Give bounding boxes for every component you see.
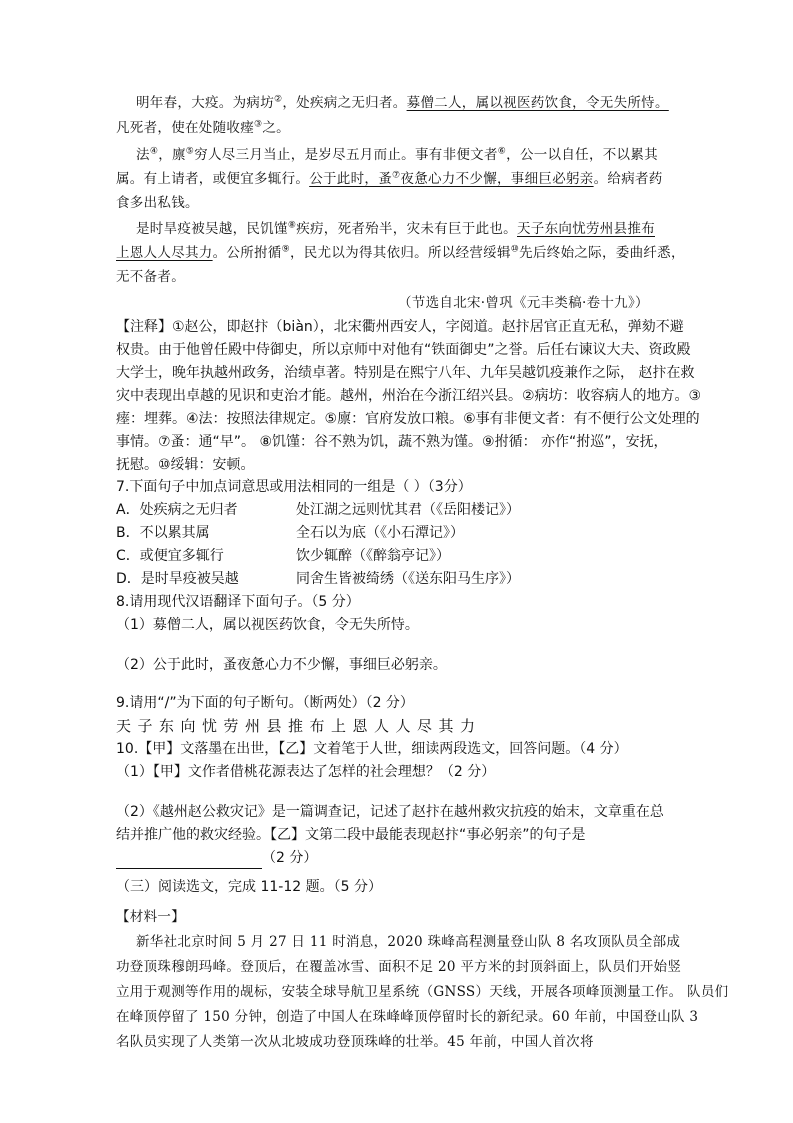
q9-stem: 9.请用“/”为下面的句子断句。（断两处）（2 分）	[116, 695, 414, 711]
text: ，公一以自任，不以累其	[506, 147, 658, 163]
q7-option-b[interactable]	[116, 522, 676, 544]
text: 穷人尽三月当止，是岁尽五月而止。事有非便文者	[194, 147, 498, 163]
footnote-mark: ⑩	[510, 244, 520, 255]
q10-stem: 10.【甲】文落墨在出世，【乙】文着笔于人世，细读两段选文，回答问题。（4 分）	[116, 741, 628, 757]
underlined-sentence: 募僧二人，属以视医药饮食，令无失所恃。	[406, 95, 669, 111]
text: 无不备者。	[116, 269, 185, 285]
score-note: （2 分）	[262, 850, 318, 866]
q7-stem: 7.下面句子中加点词意思或用法相同的一组是（ ）（3分）	[116, 479, 472, 495]
passage-p2-line1	[136, 144, 658, 166]
q9-sentence: 天子东向忧劳州县推布上恩人人尽其力	[116, 717, 482, 735]
q10-item-2-line3	[116, 847, 317, 869]
footnote-mark: ⑨	[281, 244, 290, 255]
notes-line: 【注释】①赵公，即赵抃（biàn），北宋衢州西安人，字阅道。赵抃居官正直无私，弹劾不避	[116, 319, 684, 335]
q10-item-2-line2: 结并推广他的救灾经验。【乙】文第二段中最能表现赵抃“事必躬亲”的句子是	[116, 827, 586, 843]
q8-item-1: （1）募僧二人，属以视医药饮食，令无失所恃。	[116, 617, 419, 633]
text: 是时旱疫被吴越，民饥馑	[136, 221, 288, 237]
q8-stem: 8.请用现代汉语翻译下面句子。（5 分）	[116, 594, 360, 610]
option-compare: 饮少辄醉（《醉翁亭记》）	[296, 548, 450, 564]
text: 凡死者，使在处随收瘗	[116, 120, 254, 136]
q7-option-a[interactable]	[116, 499, 676, 521]
passage-p1-line1	[136, 92, 669, 114]
q10-item-1: （1）【甲】文作者借桃花源表达了怎样的社会理想？（2 分）	[116, 764, 496, 780]
material-line: 新华社北京时间 5 月 27 日 11 时消息，2020 珠峰高程测量登山队 8 名攻顶队员全部成	[136, 934, 681, 950]
text: 疾疠，死者殆半，灾未有巨于此也。	[296, 221, 517, 237]
q7-option-c[interactable]	[116, 545, 676, 567]
text: ，处疾病之无归者。	[282, 95, 407, 111]
text: 。给病者药	[593, 171, 663, 187]
notes-line: 灾中表现出卓越的见识和吏治才能。越州，州治在今浙江绍兴县。②病坊：收容病人的地方。③	[116, 388, 702, 404]
q10-item-2-line1: （2）《越州赵公救灾记》是一篇调查记，记述了赵抃在越州救灾抗疫的始末，文章重在总	[116, 804, 664, 820]
footnote-mark: ④	[149, 146, 159, 157]
notes-line: 大学士，晚年执越州政务，治绩卓著。特别是在熙宁八年、九年吴越饥疫兼作之际， 赵抃在救	[116, 365, 695, 381]
text: ，廪	[158, 147, 186, 163]
passage-p3-line1	[136, 218, 655, 240]
text: ，民尤以为得其依归。所以经营绥辑	[289, 245, 511, 261]
underlined-sentence: 天子东向忧劳州县推布	[517, 221, 655, 237]
footnote-mark: ⑦	[392, 170, 401, 181]
footnote-mark: ⑥	[497, 146, 507, 157]
option-compare: 全石以为底（《小石潭记》）	[296, 525, 464, 541]
text: 之。	[262, 120, 290, 136]
notes-line: 事情。⑦蚤：通“早”。 ⑧饥馑：谷不熟为饥，蔬不熟为馑。⑨拊循： 亦作“拊巡”，安抚，	[116, 434, 668, 450]
notes-line: 抚慰。⑩绥辑：安顿。	[116, 457, 255, 473]
footnote-mark: ③	[254, 119, 263, 130]
passage-p2-line2	[116, 168, 663, 190]
answer-blank[interactable]	[116, 854, 262, 869]
q8-item-2: （2）公于此时，蚤夜惫心力不少懈，事细巨必躬亲。	[116, 657, 447, 673]
text: 食多出私钱。	[116, 195, 199, 211]
footnote-mark: ②	[274, 94, 283, 105]
passage-source: （节选自北宋·曾巩《元丰类稿·卷十九》）	[398, 295, 649, 311]
passage-p3-line3	[116, 266, 185, 288]
text: 先后终始之际，委曲纤悉，	[519, 245, 685, 261]
text: 。公所拊循	[212, 245, 282, 261]
section3-heading: （三）阅读选文，完成 11-12 题。（5 分）	[116, 879, 382, 895]
material-line: 在峰顶停留了 150 分钟，创造了中国人在珠峰峰顶停留时长的新纪录。60 年前，中国登山队 3	[116, 1009, 699, 1025]
option-compare: 同舍生皆被绮绣（《送东阳马生序》）	[296, 571, 520, 587]
option-text: D．是时旱疫被吴越	[116, 571, 239, 587]
text: 法	[136, 147, 150, 163]
underlined-sentence: 公于此时，蚤	[309, 171, 393, 187]
material-title: 【材料一】	[116, 909, 185, 925]
notes-line: 权贵。由于他曾任殿中侍御史，所以京师中对他有“铁面御史”之誉。后任右谏议大夫、资政殿	[116, 342, 691, 358]
option-text: B．不以累其属	[116, 525, 210, 541]
material-line: 功登顶珠穆朗玛峰。登顶后，在覆盖冰雪、面积不足 20 平方米的封顶斜面上，队员们开始竖	[116, 959, 682, 975]
notes-line: 瘗：埋葬。④法：按照法律规定。⑤廪：官府发放口粮。⑥事有非便文者：有不便行公文处理的	[116, 411, 700, 427]
material-line: 立用于观测等作用的觇标，安装全球导航卫星系统（GNSS）天线，开展各项峰顶测量工作。 队员们	[116, 984, 729, 1000]
passage-p2-line3	[116, 192, 199, 214]
option-text: C．或便宜多辄行	[116, 548, 224, 564]
text: 属。有上请者，或便宜多辄行。	[116, 171, 310, 187]
passage-p1-line2	[116, 117, 290, 139]
text: 明年春，大疫。为病坊	[136, 95, 274, 111]
underlined-sentence: 上恩人人尽其力	[116, 245, 213, 261]
option-text: A．处疾病之无归者	[116, 502, 238, 518]
option-compare: 处江湖之远则忧其君（《岳阳楼记》）	[296, 502, 520, 518]
passage-p3-line2	[116, 242, 685, 264]
footnote-mark: ⑧	[287, 220, 297, 231]
footnote-mark: ⑤	[185, 146, 195, 157]
q7-option-d[interactable]	[116, 568, 676, 590]
material-line: 名队员实现了人类第一次从北坡成功登顶珠峰的壮举。45 年前，中国人首次将	[116, 1034, 594, 1050]
underlined-sentence: 夜惫心力不少懈，事细巨必躬亲	[400, 171, 594, 187]
